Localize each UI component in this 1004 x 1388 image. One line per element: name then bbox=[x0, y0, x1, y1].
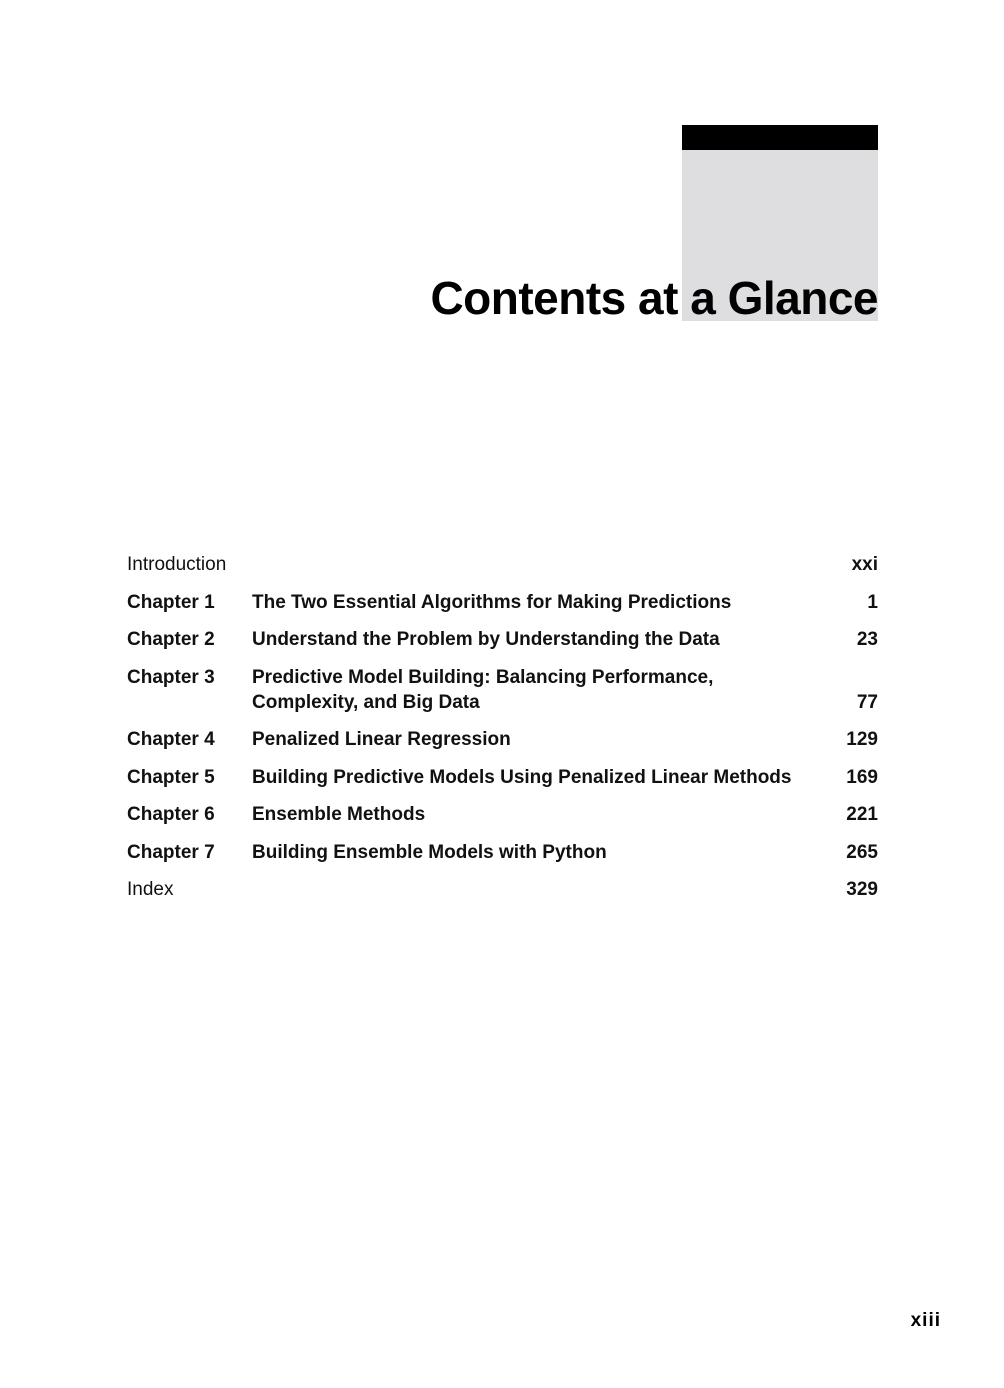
toc-entry-label: Introduction bbox=[127, 554, 227, 575]
toc-entry-chapter-6[interactable] bbox=[127, 802, 878, 827]
toc-entry-title: Ensemble Methods bbox=[252, 804, 426, 825]
toc-entry-title: Predictive Model Building: Balancing Performance, Complexity, and Big Data bbox=[252, 666, 714, 713]
toc-entry-introduction[interactable] bbox=[127, 552, 878, 577]
toc-entry-label: Chapter 6 bbox=[127, 804, 215, 825]
toc-entry-label: Chapter 7 bbox=[127, 841, 215, 863]
toc-entry-page: 265 bbox=[846, 841, 878, 863]
toc-entry-label: Chapter 5 bbox=[127, 766, 215, 788]
toc-entry-page: xxi bbox=[851, 554, 878, 575]
toc-entry-title: The Two Essential Algorithms for Making Predictions bbox=[252, 591, 732, 613]
toc-entry-label: Index bbox=[127, 879, 174, 900]
toc-entry-label: Chapter 4 bbox=[127, 729, 215, 750]
toc-entry-label: Chapter 3 bbox=[127, 666, 215, 688]
toc-entry-chapter-4[interactable] bbox=[127, 727, 878, 752]
toc-entry-page: 1 bbox=[867, 591, 878, 613]
toc-entry-page: 23 bbox=[856, 629, 878, 650]
toc-entry-title: Building Ensemble Models with Python bbox=[252, 841, 607, 863]
toc-entry-page: 169 bbox=[846, 766, 878, 788]
page-title: Contents at a Glance bbox=[430, 272, 878, 324]
toc-entry-chapter-1[interactable] bbox=[127, 590, 878, 615]
toc-entry-chapter-2[interactable] bbox=[127, 627, 878, 652]
toc-entry-chapter-3[interactable] bbox=[127, 665, 878, 715]
title-decoration-bar bbox=[682, 125, 878, 150]
toc-entry-index[interactable] bbox=[127, 877, 878, 902]
table-of-contents bbox=[127, 552, 878, 915]
toc-entry-title: Understand the Problem by Understanding the Data bbox=[252, 629, 720, 650]
toc-entry-chapter-5[interactable] bbox=[127, 765, 878, 790]
toc-entry-label: Chapter 2 bbox=[127, 629, 215, 650]
toc-entry-page: 221 bbox=[846, 804, 878, 825]
toc-entry-page: 77 bbox=[856, 691, 878, 713]
toc-entry-page: 329 bbox=[846, 879, 878, 900]
toc-entry-title: Building Predictive Models Using Penalized Linear Methods bbox=[252, 766, 792, 788]
toc-entry-title: Penalized Linear Regression bbox=[252, 729, 511, 750]
toc-entry-chapter-7[interactable] bbox=[127, 840, 878, 865]
toc-entry-label: Chapter 1 bbox=[127, 591, 215, 613]
page-number: xiii bbox=[910, 1310, 941, 1331]
toc-entry-page: 129 bbox=[846, 729, 878, 750]
